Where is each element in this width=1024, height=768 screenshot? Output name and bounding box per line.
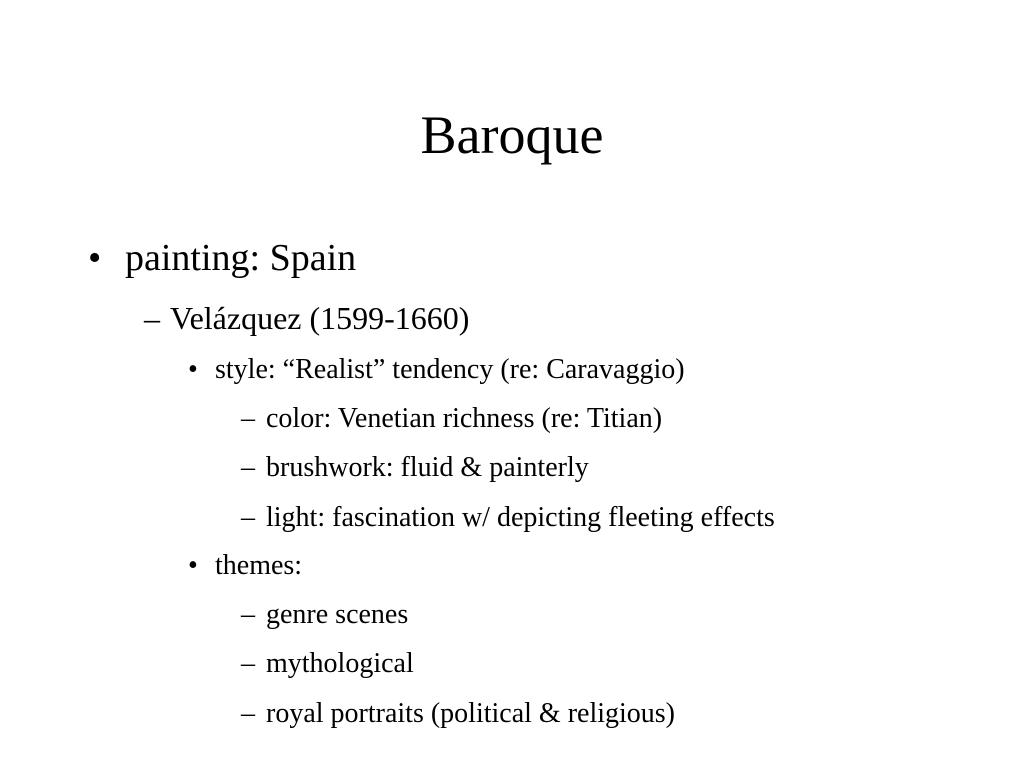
dash-marker: –	[241, 698, 255, 729]
bullet-text: Velázquez (1599-1660)	[170, 300, 470, 336]
dash-marker: –	[241, 452, 255, 483]
bullet-text: brushwork: fluid & painterly	[266, 452, 589, 483]
bullet-text: themes:	[215, 550, 303, 581]
slide-title: Baroque	[420, 105, 604, 165]
bullet-marker: •	[88, 237, 102, 279]
bullet-text: color: Venetian richness (re: Titian)	[266, 403, 663, 434]
bullet-text: genre scenes	[266, 599, 409, 630]
bullet-text: painting: Spain	[125, 237, 357, 279]
bullet-text: style: “Realist” tendency (re: Caravaggio)	[215, 354, 685, 385]
bullet-marker: •	[188, 550, 198, 581]
bullet-text: mythological	[266, 648, 414, 679]
dash-marker: –	[241, 502, 255, 533]
dash-marker: –	[241, 599, 255, 630]
bullet-text: light: fascination w/ depicting fleeting effects	[266, 502, 775, 533]
bullet-text: royal portraits (political & religious)	[266, 698, 676, 729]
dash-marker: –	[241, 648, 255, 679]
bullet-marker: •	[188, 354, 198, 385]
dash-marker: –	[241, 403, 255, 434]
dash-marker: –	[144, 300, 160, 336]
